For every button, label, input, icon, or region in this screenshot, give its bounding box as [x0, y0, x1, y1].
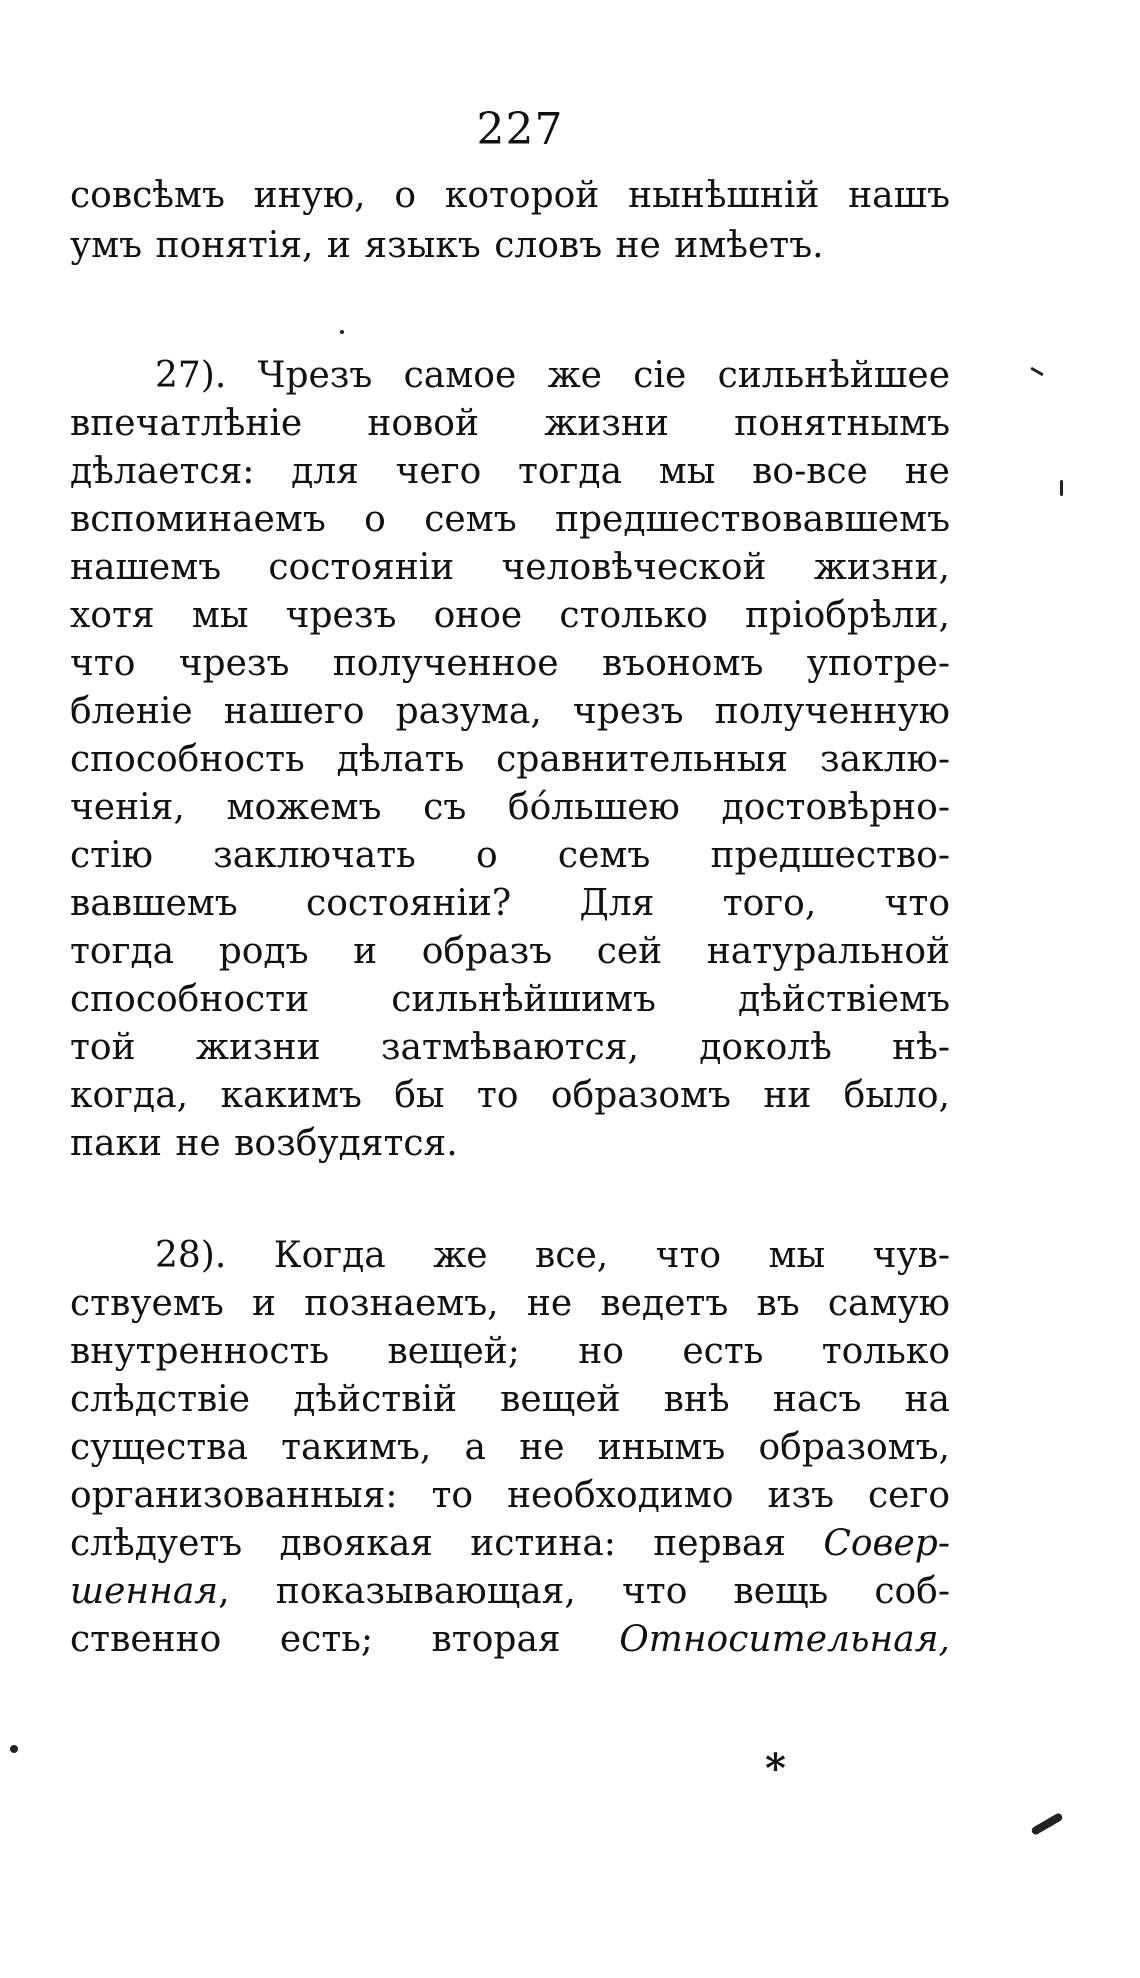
ink-speck — [1030, 1812, 1063, 1836]
text-line: ствуемъ и познаемъ, не ведетъ въ самую — [70, 1283, 950, 1324]
text-line: способность дѣлать сравнительныя заклю- — [70, 739, 950, 780]
text-line: организованныя: то необходимо изъ сего — [70, 1475, 950, 1516]
text-line-with-italic — [70, 1616, 950, 1664]
text-line: умъ понятія, и языкъ словъ не имѣетъ. — [70, 225, 824, 266]
text-line-with-italic — [70, 1520, 950, 1568]
text-line: слѣдствіе дѣйствій вещей внѣ насъ на — [70, 1379, 950, 1420]
ink-speck — [1030, 367, 1044, 377]
text-line: дѣлается: для чего тогда мы во-все не — [70, 451, 950, 492]
text-span: ственно есть; вторая — [70, 1619, 561, 1660]
text-line: вавшемъ состояніи? Для того, что — [70, 883, 950, 924]
text-line: паки не возбудятся. — [70, 1123, 458, 1164]
text-line: впечатлѣніе новой жизни понятнымъ — [70, 403, 950, 444]
text-line: бленіе нашего разума, чрезъ полученную — [70, 691, 950, 732]
text-line: вспоминаемъ о семъ предшествовавшемъ — [70, 499, 950, 540]
text-line: той жизни затмѣваются, доколѣ нѣ- — [70, 1027, 950, 1068]
text-line: когда, какимъ бы то образомъ ни было, — [70, 1075, 950, 1116]
text-line: совсѣмъ иную, о которой нынѣшній нашъ — [70, 175, 950, 216]
text-line: ченія, можемъ съ бо́льшею достовѣрно- — [70, 787, 950, 828]
text-line: способности сильнѣйшимъ дѣйствіемъ — [70, 979, 950, 1020]
text-span: слѣдуетъ двоякая истина: первая — [70, 1523, 787, 1564]
catchmark-asterisk: * — [765, 1745, 786, 1792]
text-line: стію заключать о семъ предшество- — [70, 835, 950, 876]
text-line: тогда родъ и образъ сей натуральной — [70, 931, 950, 972]
paragraph-27-first-line: 27). Чрезъ самое же сіе сильнѣйшее — [155, 355, 950, 396]
text-line: внутренность вещей; но есть только — [70, 1331, 950, 1372]
ink-speck — [340, 330, 344, 334]
ink-speck — [1060, 480, 1063, 496]
italic-term: Совер- — [823, 1523, 950, 1564]
text-line: хотя мы чрезъ оное столько пріобрѣли, — [70, 595, 950, 636]
text-line-with-italic — [70, 1568, 950, 1616]
italic-term: шенная — [70, 1571, 219, 1612]
text-span: , показывающая, что вещь соб- — [218, 1571, 950, 1612]
paragraph-28-first-line: 28). Когда же все, что мы чув- — [155, 1235, 950, 1276]
page-number: 227 — [476, 104, 564, 155]
text-line: что чрезъ полученное въономъ употре- — [70, 643, 950, 684]
ink-speck — [10, 1745, 18, 1753]
text-line: нашемъ состояніи человѣческой жизни, — [70, 547, 950, 588]
italic-term: Относительная, — [619, 1619, 950, 1660]
text-line: существа такимъ, а не инымъ образомъ, — [70, 1427, 950, 1468]
